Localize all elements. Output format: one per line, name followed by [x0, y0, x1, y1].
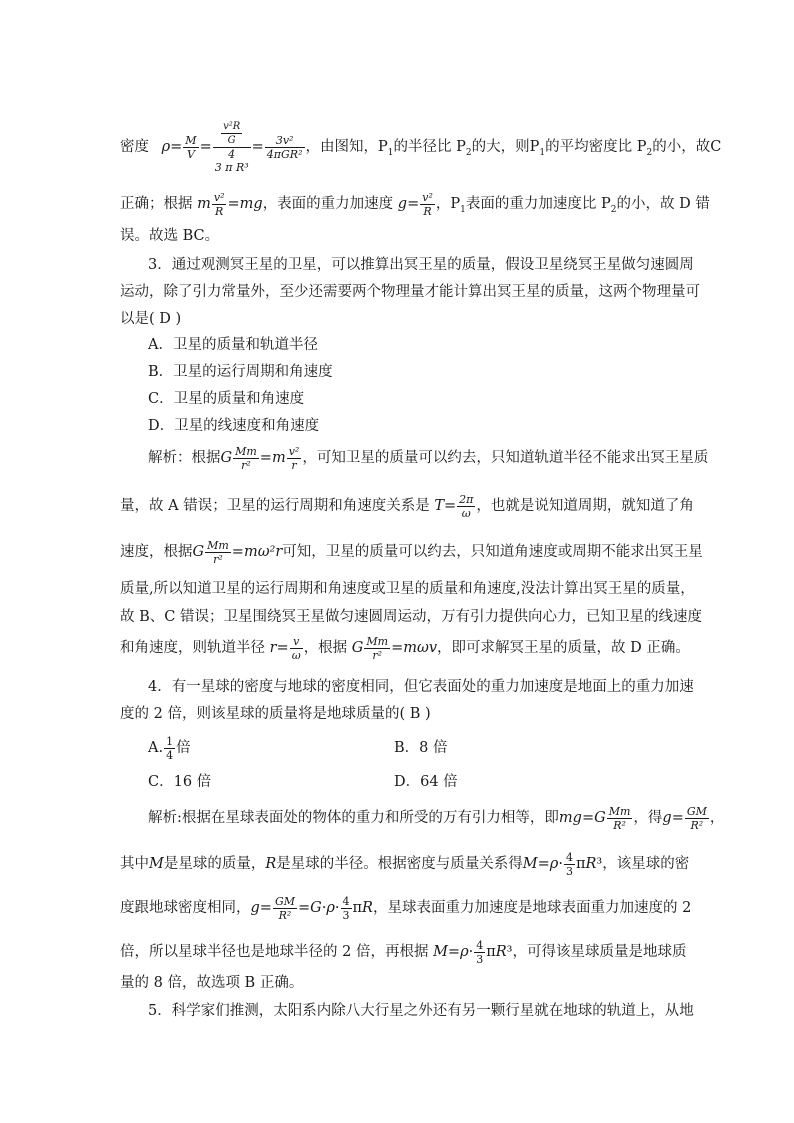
text: 可知，卫星的质量可以约去，只知道角速度或周期不能求出冥王星 [282, 544, 703, 560]
text: 倍，所以星球半径也是地球半径的 2 倍，再根据 [120, 944, 429, 960]
question-4-line-2: 度的 2 倍，则该星球的质量将是地球质量的( B ) [120, 706, 431, 722]
text: 表面的重力加速度比 P [465, 196, 611, 212]
text: ，P [435, 196, 461, 212]
text: 解析:根据在星球表面处的物体的重力和所受的万有引力相等，即 [148, 810, 559, 826]
question-3-line-1: 3．通过观测冥王星的卫星，可以推算出冥王星的质量，假设卫星绕冥王星做匀速圆周 [148, 257, 694, 273]
fraction: $\frac{4}{3}$ [342, 894, 350, 922]
solution-2-line-1: 密度 ρ= $\frac{M}{V}$ = $\frac{\text{v²R}}{G}$ 4 3 π R³ = 3v² 4πGR² ，由图知，$P_1$的半径比 $P_2$的大，则$P_1$的平均密度比 $P_2$的小，故C [120, 121, 722, 174]
fraction: $\frac{\text{v²R}}{G}$ 4 3 π R³ [214, 121, 249, 174]
q4-option-b: B．8 倍 [394, 740, 448, 756]
text: 解析：根据 [148, 450, 221, 466]
text: ，根据 [303, 640, 348, 656]
text: ，即可求解冥王星的质量，故 D 正确。 [437, 640, 690, 656]
question-3-line-2: 运动，除了引力常量外，至少还需要两个物理量才能计算出冥王星的质量，这两个物理量可 [120, 284, 700, 300]
fraction: $\frac{1}{4}$ [166, 734, 174, 762]
fraction: $\frac{\text{v²}}{R}$ [213, 190, 225, 218]
text: ，也就是说知道周期，就知道了角 [476, 498, 694, 514]
fraction: $\frac{2\pi}{\omega}$ [459, 492, 474, 520]
text: 的大，则P [471, 139, 540, 155]
fraction: $\frac{Mm}{\text{r²}}$ [235, 444, 257, 472]
q4-option-c: C．16 倍 [148, 774, 212, 790]
text: 是星球的半径。根据密度与质量关系得 [276, 856, 523, 872]
fraction: $\frac{GM}{\text{R²}}$ [686, 804, 707, 832]
text: 是星球的质量， [163, 856, 266, 872]
text: ，可知卫星的质量可以约去，只知道轨道半径不能求出冥王星质 [302, 450, 709, 466]
text: 密度 [120, 139, 149, 155]
text: ，由图知，P [305, 139, 388, 155]
text: 和角速度，则轨道半径 [120, 640, 265, 656]
text: ，可得该星球质量是地球质 [512, 944, 687, 960]
text: 的平均密度比 P [545, 139, 647, 155]
solution-3-line-1: 解析：根据G $\frac{Mm}{\text{r²}}$ =m $\frac{\text{v²}}{r}$ ，可知卫星的质量可以约去，只知道轨道半径不能求出冥王星质 [148, 444, 709, 472]
solution-2-line-2: 正确；根据 m $\frac{\text{v²}}{R}$ =mg，表面的重力加速度 g= $\frac{\text{v²}}{R}$ ，$P_1$表面的重力加速度比 $P_2$的小，故 D 错 [120, 190, 710, 218]
fraction: $\frac{v}{\omega}$ [291, 634, 301, 662]
solution-4-line-3: 度跟地球密度相同，g= $\frac{GM}{\text{R²}}$ =G·ρ· $\frac{4}{3}$ πR，星球表面重力加速度是地球表面重力加速度的 2 [120, 894, 692, 922]
text: ，该星球的密 [602, 856, 690, 872]
text: ，星球表面重力加速度是地球表面重力加速度的 2 [372, 900, 692, 916]
fraction: $\frac{4}{3}$ [565, 850, 573, 878]
solution-3-line-5: 故 B、C 错误；卫星围绕冥王星做匀速圆周运动，万有引力提供向心力，已知卫星的线速度 [120, 609, 702, 625]
solution-3-line-2: 量，故 A 错误；卫星的运行周期和角速度关系是 T= $\frac{2\pi}{\omega}$ ，也就是说知道周期，就知道了角 [120, 492, 694, 520]
solution-4-line-4: 倍，所以星球半径也是地球半径的 2 倍，再根据 M=ρ· $\frac{4}{3}$ πR³，可得该星球质量是地球质 [120, 938, 687, 966]
solution-4-line-1: 解析:根据在星球表面处的物体的重力和所受的万有引力相等，即mg=G $\frac{Mm}{\text{R²}}$ ，得g= $\frac{GM}{\text{R²}}$ ， [148, 804, 725, 832]
fraction: $\frac{Mm}{\text{r²}}$ [207, 538, 229, 566]
fraction: $\frac{GM}{\text{R²}}$ [274, 894, 296, 922]
solution-2-line-3: 误。故选 BC。 [120, 228, 220, 244]
q4-option-a: A. $\frac{1}{4}$ 倍 [148, 734, 191, 762]
option-b: B．卫星的运行周期和角速度 [148, 364, 333, 380]
text: ，表面的重力加速度 [262, 196, 394, 212]
text: ，得 [633, 810, 663, 826]
option-c: C．卫星的质量和角速度 [148, 391, 305, 407]
question-4-line-1: 4．有一星球的密度与地球的密度相同，但它表面处的重力加速度是地面上的重力加速 [148, 679, 694, 695]
fraction: 3v² 4πGR² [266, 133, 303, 161]
text: 的半径比 P [393, 139, 466, 155]
text: 量，故 A 错误；卫星的运行周期和角速度关系是 [120, 498, 430, 514]
solution-3-line-4: 质量,所以知道卫星的运行周期和角速度或卫星的质量和角速度,没法计算出冥王星的质量， [120, 581, 695, 597]
solution-4-line-2: 其中M是星球的质量，R是星球的半径。根据密度与质量关系得M=ρ· $\frac{4}{3}$ πR³，该星球的密 [120, 850, 690, 878]
option-d: D．卫星的线速度和角速度 [148, 418, 320, 434]
text: 正确；根据 [120, 196, 193, 212]
text: 的小，故 D 错 [616, 196, 710, 212]
fraction: $\frac{M}{V}$ [185, 133, 197, 161]
text: 的小，故C [652, 139, 722, 155]
solution-3-line-3: 速度，根据G $\frac{Mm}{\text{r²}}$ =mω²r可知，卫星的质量可以约去，只知道角速度或周期不能求出冥王星 [120, 538, 703, 566]
solution-3-line-6: 和角速度，则轨道半径 r= $\frac{v}{\omega}$ ，根据 G $\frac{Mm}{\text{r²}}$ =mωv，即可求解冥王星的质量，故 D 正确。 [120, 634, 690, 662]
fraction: $\frac{4}{3}$ [476, 938, 484, 966]
text: 速度，根据 [120, 544, 193, 560]
question-5-line-1: 5．科学家们推测，太阳系内除八大行星之外还有另一颗行星就在地球的轨道上，从地 [148, 1003, 694, 1019]
text: 倍 [176, 740, 191, 756]
solution-4-line-5: 量的 8 倍，故选项 B 正确。 [120, 975, 304, 991]
fraction: $\frac{Mm}{\text{r²}}$ [366, 634, 389, 662]
fraction: $\frac{\text{v²}}{R}$ [422, 190, 433, 218]
fraction: $\frac{\text{v²}}{r}$ [288, 444, 300, 472]
text: 其中 [120, 856, 149, 872]
text: 度跟地球密度相同， [120, 900, 251, 916]
question-3-line-3: 以是( D ) [120, 311, 182, 327]
fraction: $\frac{Mm}{\text{R²}}$ [608, 804, 631, 832]
option-a: A．卫星的质量和轨道半径 [148, 337, 318, 353]
q4-option-d: D．64 倍 [394, 774, 458, 790]
